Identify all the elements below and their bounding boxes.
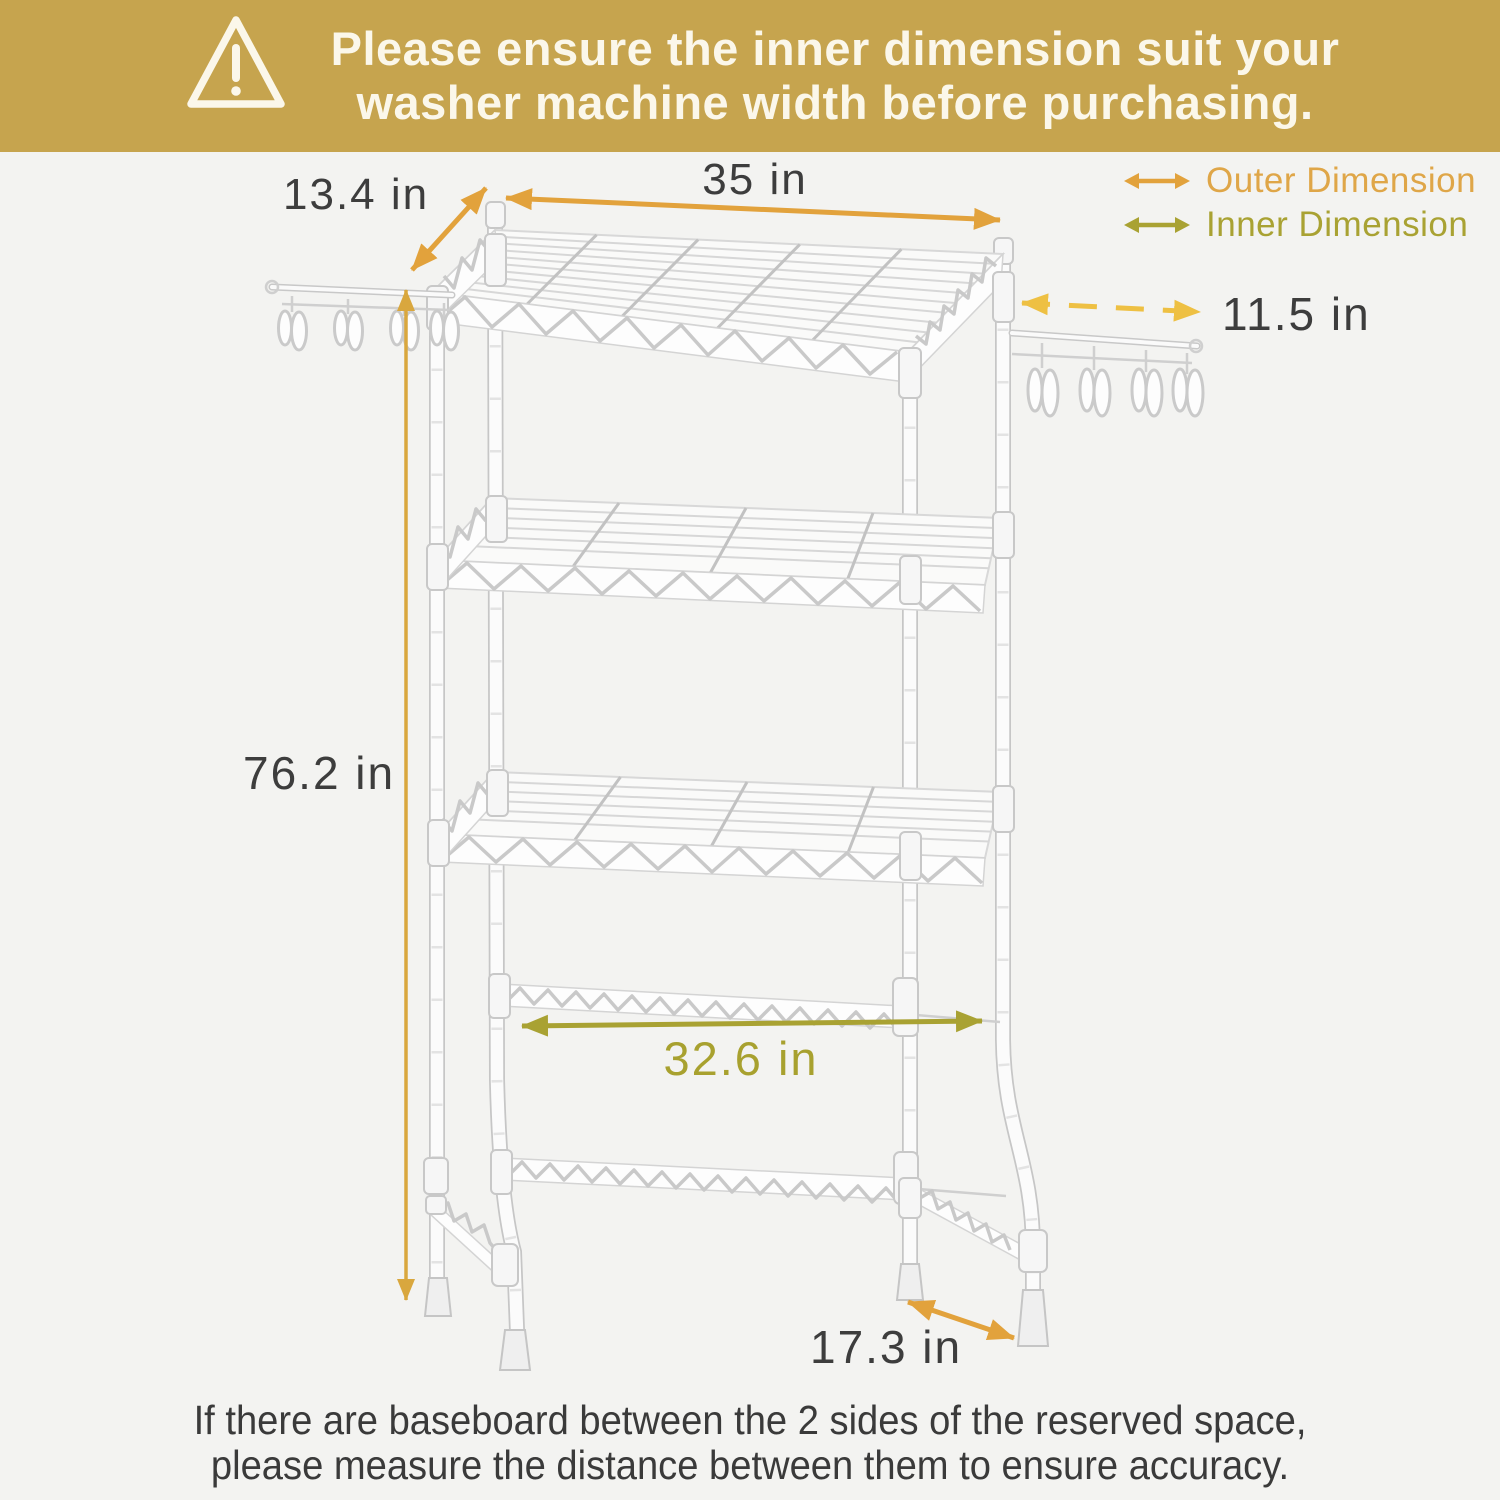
legend-inner-label: Inner Dimension	[1206, 205, 1469, 244]
dim-label-height: 76.2 in	[243, 747, 396, 799]
legend-inner	[1122, 205, 1468, 245]
dim-label-hook-rail: 11.5 in	[1222, 288, 1371, 340]
footer-line-1: If there are baseboard between the 2 sides of the reserved space,	[193, 1397, 1307, 1443]
lower-shelf	[428, 770, 1014, 886]
inner-dimension-arrow-icon	[1122, 213, 1192, 237]
legend-outer-label: Outer Dimension	[1206, 161, 1477, 200]
right-hook-rail	[1012, 333, 1203, 416]
arrow-hook-rail	[1022, 303, 1200, 312]
dim-label-inner-width: 32.6 in	[663, 1032, 819, 1085]
warning-line-1: Please ensure the inner dimension suit your	[330, 22, 1340, 75]
outer-dimension-arrow-icon	[1122, 169, 1192, 193]
dim-label-top-width: 35 in	[702, 155, 808, 204]
dim-label-top-depth: 13.4 in	[283, 170, 430, 219]
middle-shelf	[427, 496, 1014, 613]
footer-note	[53, 1398, 1448, 1488]
warning-line-2: washer machine width before purchasing.	[356, 76, 1314, 129]
legend-outer	[1122, 161, 1476, 201]
dim-label-base-depth: 17.3 in	[810, 1321, 963, 1373]
footer-line-2: please measure the distance between them to ensure accuracy.	[210, 1442, 1290, 1488]
top-shelf	[427, 230, 1014, 398]
